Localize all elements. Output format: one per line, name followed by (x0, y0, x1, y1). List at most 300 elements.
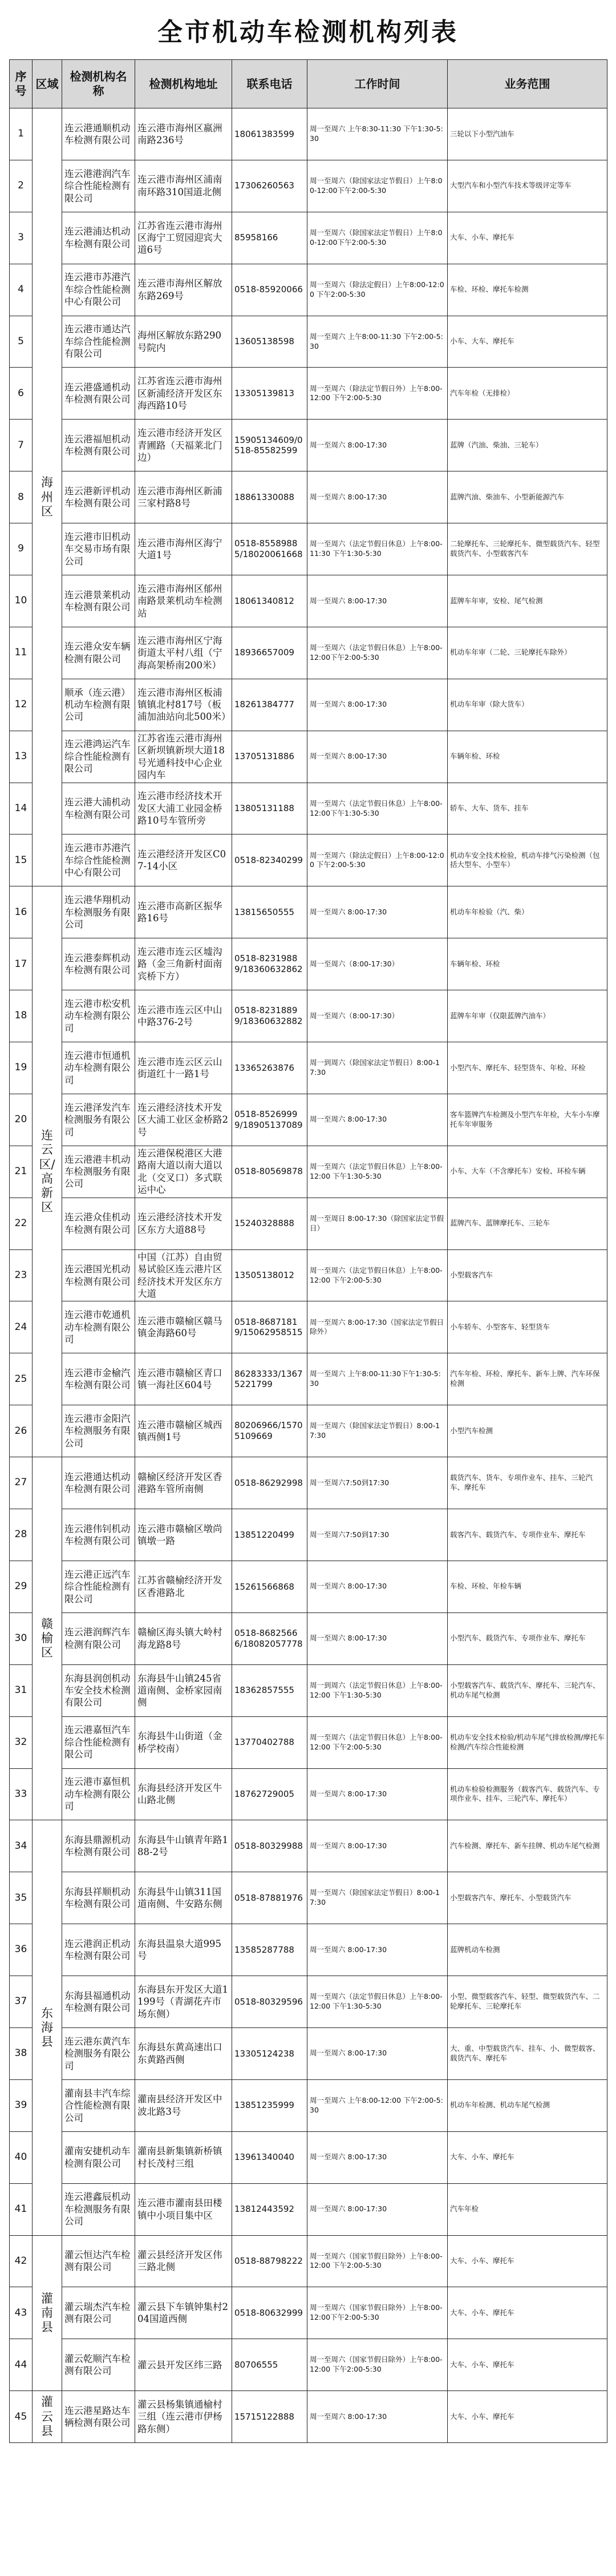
header-name: 检测机构名称 (62, 60, 135, 108)
agency-phone: 13851220499 (232, 1509, 307, 1561)
agency-name: 连云港大浦机动车检测有限公司 (62, 783, 135, 835)
table-row (10, 1042, 607, 1094)
agency-address: 东海县经济开发区牛山路北侧 (135, 1768, 232, 1820)
row-number: 25 (10, 1353, 33, 1405)
table-row (10, 316, 607, 368)
business-scope: 汽车年检（无排检） (448, 368, 607, 420)
working-hours: 周一至周六7:50到17:30 (307, 1509, 448, 1561)
row-number: 14 (10, 783, 33, 835)
table-row (10, 420, 607, 471)
agency-address: 东海县牛山镇青年路188-2号 (135, 1820, 232, 1872)
agency-phone: 13305139813 (232, 368, 307, 420)
agency-name: 连云港市恒通机动车检测有限公司 (62, 1042, 135, 1094)
agency-address: 中国（江苏）自由贸易试验区连云港片区经济技术开发区东方大道 (135, 1249, 232, 1301)
row-number: 12 (10, 679, 33, 731)
agency-phone: 86283333/13675221799 (232, 1353, 307, 1405)
row-number: 24 (10, 1301, 33, 1353)
business-scope: 小型汽车、摩托车、轻型货车、年检、环检 (448, 1042, 607, 1094)
working-hours: 周一至周六（8:00-17:30） (307, 990, 448, 1042)
agency-phone: 0518-80632999 (232, 2287, 307, 2339)
business-scope: 小型载客汽车 (448, 1249, 607, 1301)
table-row (10, 1612, 607, 1664)
agency-name: 连云港润正机动车检测有限公司 (62, 1924, 135, 1976)
table-row (10, 264, 607, 316)
agency-name: 连云港通顺机动车检测有限公司 (62, 108, 135, 160)
working-hours: 周一至周六（除国家法定节假日）上午8:00-12:00下午2:00-5:30 (307, 160, 448, 212)
agency-name: 连云港盛通机动车检测有限公司 (62, 368, 135, 420)
agency-phone: 0518-86292998 (232, 1457, 307, 1509)
agency-name: 连云港泽发汽车检测服务有限公司 (62, 1094, 135, 1146)
agency-address: 连云港市海州区郁州南路景莱机动车检测站 (135, 575, 232, 627)
row-number: 26 (10, 1405, 33, 1457)
working-hours: 周一至周六（除法定假日）上午8:00-12:00 下午2:00-5:30 (307, 264, 448, 316)
row-number: 9 (10, 523, 33, 575)
agency-phone: 13365263876 (232, 1042, 307, 1094)
business-scope: 客车篮牌汽车检测及小型汽车年检，大车小车摩托车年审服务 (448, 1094, 607, 1146)
row-number: 10 (10, 575, 33, 627)
row-number: 29 (10, 1561, 33, 1612)
row-number: 32 (10, 1716, 33, 1768)
row-number: 3 (10, 212, 33, 264)
row-number: 22 (10, 1198, 33, 1249)
agency-name: 东海县祥顺机动车检测有限公司 (62, 1872, 135, 1924)
agency-name: 连云港通达机动车检测有限公司 (62, 1457, 135, 1509)
agency-address: 连云港市经济技术开发区大浦工业园金桥路10号车管所旁 (135, 783, 232, 835)
agency-phone: 15715122888 (232, 2391, 307, 2443)
agency-name: 东海县鼎源机动车检测有限公司 (62, 1820, 135, 1872)
table-row (10, 1664, 607, 1716)
row-number: 19 (10, 1042, 33, 1094)
business-scope: 载货汽车、货车、专项作业车、挂车、三轮汽车、摩托车 (448, 1457, 607, 1509)
header-no: 序号 (10, 60, 33, 108)
table-row (10, 575, 607, 627)
business-scope: 车检、环检、摩托车检测 (448, 264, 607, 316)
business-scope: 小型、微型载客汽车、轻型、微型载货汽车、二轮摩托车、三轮摩托车 (448, 1976, 607, 2028)
agency-name: 东海县润创机动车安全技术检测有限公司 (62, 1664, 135, 1716)
agency-name: 连云港港润汽车综合性能检测有限公司 (62, 160, 135, 212)
agency-name: 连云港浦达机动车检测有限公司 (62, 212, 135, 264)
table-row (10, 1353, 607, 1405)
agency-address: 连云港市海州区嬴洲南路236号 (135, 108, 232, 160)
table-row (10, 1716, 607, 1768)
agency-phone: 0518-86825666/18082057778 (232, 1612, 307, 1664)
business-scope: 小车轿车、小型客车、轻型货车 (448, 1301, 607, 1353)
business-scope: 汽车年检 (448, 2183, 607, 2235)
agency-phone: 18061383599 (232, 108, 307, 160)
working-hours: 周一至周六 上午8:00-11:30下午1:30-5:30 (307, 1353, 448, 1405)
working-hours: 周一至周六 上午8:00-12:00 下午2:00-5:30 (307, 2079, 448, 2131)
business-scope: 轿车、大车、货车、挂车 (448, 783, 607, 835)
working-hours: 周一至周六 8:00-17:30 (307, 1924, 448, 1976)
table-row (10, 783, 607, 835)
business-scope: 蓝牌（汽油、柴油、三轮车） (448, 420, 607, 471)
table-row (10, 1509, 607, 1561)
agency-name: 灌云恒达汽车检测有限公司 (62, 2235, 135, 2287)
agency-address: 连云港保税港区大港路南大道以南大道以北（交叉口）多式联运中心 (135, 1146, 232, 1198)
agency-name: 连云港润辉汽车检测有限公司 (62, 1612, 135, 1664)
agency-name: 灌云瑞杰汽车检测有限公司 (62, 2287, 135, 2339)
row-number: 16 (10, 886, 33, 938)
table-row (10, 108, 607, 160)
area-cell: 海州区 (33, 108, 62, 886)
agency-phone: 80206966/15705109669 (232, 1405, 307, 1457)
agency-phone: 13505138012 (232, 1249, 307, 1301)
working-hours: 周一至周六 8:00-17:30 (307, 2027, 448, 2079)
table-row (10, 938, 607, 990)
agency-phone: 0518-85269999/18905137089 (232, 1094, 307, 1146)
agency-address: 连云港市海州区浦南南环路310国道北侧 (135, 160, 232, 212)
business-scope: 大型汽车和小型汽车技术等级评定等车 (448, 160, 607, 212)
row-number: 2 (10, 160, 33, 212)
agency-phone: 18936657009 (232, 627, 307, 679)
table-row (10, 2131, 607, 2183)
agency-phone: 13585287788 (232, 1924, 307, 1976)
agency-address: 连云港市赣榆区青口镇一海社区604号 (135, 1353, 232, 1405)
agency-phone: 13805131188 (232, 783, 307, 835)
agency-address: 东海县东黄高速出口东黄路西侧 (135, 2027, 232, 2079)
agency-address: 海州区解放东路290号院内 (135, 316, 232, 368)
header-area: 区域 (33, 60, 62, 108)
agency-phone: 18261384777 (232, 679, 307, 731)
agency-phone: 13851235999 (232, 2079, 307, 2131)
table-row (10, 1198, 607, 1249)
working-hours: 周一至周六 上午8:00-11:30 下午2:00-5:30 (307, 316, 448, 368)
agency-phone: 0518-87881976 (232, 1872, 307, 1924)
agency-address: 连云港市灌南县田楼镇中小项目集中区 (135, 2183, 232, 2235)
row-number: 13 (10, 731, 33, 783)
table-row (10, 2183, 607, 2235)
agency-name: 连云港市乾通机动车检测有限公司 (62, 1301, 135, 1353)
table-row (10, 1249, 607, 1301)
row-number: 41 (10, 2183, 33, 2235)
working-hours: 周一至周六 8:00-17:30 (307, 420, 448, 471)
agency-phone: 0518-80329596 (232, 1976, 307, 2028)
business-scope: 大车、小车、摩托车 (448, 2339, 607, 2391)
agency-phone: 0518-80569878 (232, 1146, 307, 1198)
agency-phone: 15261566868 (232, 1561, 307, 1612)
agency-phone: 13605138598 (232, 316, 307, 368)
table-row (10, 1561, 607, 1612)
agency-address: 江苏省连云港市海州区海宁工贸园迎宾大道6号 (135, 212, 232, 264)
table-row (10, 1094, 607, 1146)
agency-phone: 0518-80329988 (232, 1820, 307, 1872)
working-hours: 周一至周六 8:00-17:30 (307, 575, 448, 627)
agency-address: 连云港市海州区板浦镇镇北村817号（板浦加油站向北500米） (135, 679, 232, 731)
inspection-table (9, 59, 607, 2443)
working-hours: 周一至周六 8:00-17:30 (307, 1561, 448, 1612)
table-row (10, 212, 607, 264)
agency-name: 连云港泰辉机动车检测有限公司 (62, 938, 135, 990)
business-scope: 车辆年检、环检 (448, 938, 607, 990)
agency-phone: 80706555 (232, 2339, 307, 2391)
working-hours: 周一至周六（法定节假日休息）上午8:00-12:00 下午2:00-5:30 (307, 1716, 448, 1768)
working-hours: 周一至周六（法定节假日休息）上午8:00-11:30 下午1:30-5:30 (307, 523, 448, 575)
working-hours: 周一至周六 8:00-17:30 (307, 1768, 448, 1820)
agency-name: 连云港市金阳汽车检测服务有限公司 (62, 1405, 135, 1457)
business-scope: 二轮摩托车、三轮摩托车、微型载货汽车、轻型载货汽车、小型载客汽车 (448, 523, 607, 575)
working-hours: 周一至周六（除法定假日）上午8:00-12:00 下午2:00-5:30 (307, 835, 448, 886)
working-hours: 周一至周六 上午8:30-11:30 下午1:30-5:30 (307, 108, 448, 160)
agency-name: 连云港鑫辰机动车检测服务有限公司 (62, 2183, 135, 2235)
agency-phone: 18762729005 (232, 1768, 307, 1820)
table-row (10, 1924, 607, 1976)
agency-address: 灌云县经济开发区伟三路北侧 (135, 2235, 232, 2287)
business-scope: 蓝牌汽油、柴油车、小型新能源汽车 (448, 471, 607, 523)
agency-address: 江苏省赣榆经济开发区香港路北 (135, 1561, 232, 1612)
row-number: 6 (10, 368, 33, 420)
business-scope: 蓝牌车年审，安检、尾气检测 (448, 575, 607, 627)
row-number: 27 (10, 1457, 33, 1509)
table-row (10, 1457, 607, 1509)
agency-name: 连云港景莱机动车检测有限公司 (62, 575, 135, 627)
table-row (10, 627, 607, 679)
working-hours: 周一至周六（法定节假日休息）上午8:00-12:00下午2:00-5:30 (307, 627, 448, 679)
agency-address: 连云港市连云区墟沟路（金三角新村面南宾桥下方） (135, 938, 232, 990)
area-cell: 东海县 (33, 1820, 62, 2235)
agency-name: 连云港福旭机动车检测有限公司 (62, 420, 135, 471)
table-row (10, 1146, 607, 1198)
agency-phone: 18362857555 (232, 1664, 307, 1716)
row-number: 4 (10, 264, 33, 316)
agency-name: 连云港港丰机动车检测服务有限公司 (62, 1146, 135, 1198)
row-number: 11 (10, 627, 33, 679)
business-scope: 机动车年检测、机动车尾气检测 (448, 2079, 607, 2131)
working-hours: 周一至周六 8:00-17:30 (307, 2131, 448, 2183)
working-hours: 周一至周六 8:00-17:30 (307, 679, 448, 731)
working-hours: 周一至周六（除国家法定节假日）上午8:00-12:00下午2:00-5:30 (307, 212, 448, 264)
agency-name: 连云港市金榆汽车检测有限公司 (62, 1353, 135, 1405)
agency-address: 连云港经济技术开发区东方大道88号 (135, 1198, 232, 1249)
header-scope: 业务范围 (448, 60, 607, 108)
agency-name: 连云港众安车辆检测有限公司 (62, 627, 135, 679)
agency-name: 顺承（连云港）机动车检测有限公司 (62, 679, 135, 731)
agency-phone: 15240328888 (232, 1198, 307, 1249)
business-scope: 大车、小车、摩托车 (448, 2391, 607, 2443)
agency-name: 灌云乾顺汽车检测有限公司 (62, 2339, 135, 2391)
agency-address: 连云港市高新区振华路16号 (135, 886, 232, 938)
agency-address: 连云港市赣榆区城西镇西侧1号 (135, 1405, 232, 1457)
business-scope: 机动车安全技术检验/机动车尾气排放检测/摩托车检测/汽车综合性能检测 (448, 1716, 607, 1768)
area-cell: 灌南县 (33, 2235, 62, 2391)
working-hours: 周一至周六（8:00-17:30） (307, 938, 448, 990)
table-body (10, 108, 607, 2443)
agency-address: 灌云县杨集镇通榆村三组（连云港市伊杨路东侧） (135, 2391, 232, 2443)
agency-address: 连云港市连云区云山街道红十一路1号 (135, 1042, 232, 1094)
row-number: 5 (10, 316, 33, 368)
working-hours: 周一至周六7:50到17:30 (307, 1457, 448, 1509)
agency-address: 灌南县新集镇新桥镇村长茂村三组 (135, 2131, 232, 2183)
business-scope: 车检、环检、年检车辆 (448, 1561, 607, 1612)
working-hours: 周一至周六（除国家法定节假日）8:00-17:30 (307, 1872, 448, 1924)
agency-phone: 13305124238 (232, 2027, 307, 2079)
agency-phone: 18061340812 (232, 575, 307, 627)
agency-phone: 13812443592 (232, 2183, 307, 2235)
agency-address: 赣榆区经济开发区香港路车管所南侧 (135, 1457, 232, 1509)
table-row (10, 2235, 607, 2287)
agency-address: 东海县牛山镇245省道南侧、金桥家园南侧 (135, 1664, 232, 1716)
agency-name: 连云港众佳机动车检测有限公司 (62, 1198, 135, 1249)
area-cell: 灌云县 (33, 2391, 62, 2443)
agency-name: 灌南县丰汽车综合性能检测有限公司 (62, 2079, 135, 2131)
business-scope: 机动车年审（二轮、三轮摩托车除外） (448, 627, 607, 679)
agency-address: 东海县牛山街道（金桥学校南） (135, 1716, 232, 1768)
row-number: 45 (10, 2391, 33, 2443)
working-hours: 周一至周六（国家节假日除外）上午8:00-12:00下午2:00-5:30 (307, 2287, 448, 2339)
table-row (10, 1976, 607, 2028)
table-row (10, 1872, 607, 1924)
agency-phone: 0518-85589885/18020061668 (232, 523, 307, 575)
agency-address: 东海县温泉大道995号 (135, 1924, 232, 1976)
agency-address: 赣榆区海头镇大岭村海龙路8号 (135, 1612, 232, 1664)
agency-address: 连云港市赣榆区赣马镇金海路60号 (135, 1301, 232, 1353)
agency-name: 连云港正远汽车综合性能检测有限公司 (62, 1561, 135, 1612)
agency-address: 连云港经济开发区C07-14小区 (135, 835, 232, 886)
agency-name: 东海县福通机动车检测有限公司 (62, 1976, 135, 2028)
table-row (10, 160, 607, 212)
business-scope: 大、重、中型载货汽车、挂车、小、微型载客、载货汽车、摩托车 (448, 2027, 607, 2079)
row-number: 8 (10, 471, 33, 523)
working-hours: 周一至周六 8:00-17:30 (307, 1094, 448, 1146)
agency-address: 连云港市海州区宁海街道太平村八组（宁海高架桥南200米） (135, 627, 232, 679)
agency-address: 连云港市连云区中山中路376-2号 (135, 990, 232, 1042)
area-cell: 连云区/高新区 (33, 886, 62, 1457)
business-scope: 小型载客汽车、载货汽车、摩托车、三轮汽车、机动车尾气检测 (448, 1664, 607, 1716)
working-hours: 周一至周六（法定节假日休息）上午8:00-12:00下午1:30-5:30 (307, 783, 448, 835)
working-hours: 周一至周日 8:00-17:30（除国家法定节假日） (307, 1198, 448, 1249)
agency-name: 连云港市苏港汽车综合性能检测中心有限公司 (62, 835, 135, 886)
agency-name: 连云港新评机动车检测有限公司 (62, 471, 135, 523)
table-row (10, 368, 607, 420)
working-hours: 周一至周六（法定节假日休息）上午8:00-12:00 下午1:30-5:30 (307, 1976, 448, 2028)
row-number: 20 (10, 1094, 33, 1146)
row-number: 36 (10, 1924, 33, 1976)
agency-name: 连云港星路达车辆检测有限公司 (62, 2391, 135, 2443)
table-row (10, 1820, 607, 1872)
business-scope: 机动车安全技术检验，机动车排气污染检测（包括大型车、小型车） (448, 835, 607, 886)
agency-name: 连云港市嘉恒机动车检测有限公司 (62, 1768, 135, 1820)
working-hours: 周一至周六（除国家法定节假日）8:00-17:30 (307, 1405, 448, 1457)
table-row (10, 1301, 607, 1353)
business-scope: 汽车年检、环检、摩托车、新车上牌、汽车环保检测 (448, 1353, 607, 1405)
working-hours: 周一至周六 8:00-17:30（国家法定节假日除外） (307, 1301, 448, 1353)
row-number: 43 (10, 2287, 33, 2339)
business-scope: 蓝牌机动车检测 (448, 1924, 607, 1976)
area-cell: 赣榆区 (33, 1457, 62, 1820)
header-hours: 工作时间 (307, 60, 448, 108)
agency-phone: 0518-82318899/18360632882 (232, 990, 307, 1042)
row-number: 30 (10, 1612, 33, 1664)
agency-address: 连云港市海州区新浦三家村路8号 (135, 471, 232, 523)
table-row (10, 886, 607, 938)
agency-address: 连云港市赣榆区墩尚镇墩一路 (135, 1509, 232, 1561)
working-hours: 周一至周六 8:00-17:30 (307, 1820, 448, 1872)
table-row (10, 2339, 607, 2391)
row-number: 31 (10, 1664, 33, 1716)
row-number: 7 (10, 420, 33, 471)
agency-phone: 0518-82340299 (232, 835, 307, 886)
table-row (10, 523, 607, 575)
agency-address: 东海县东开发区大道1199号（青湖花卉市场东侧） (135, 1976, 232, 2028)
agency-name: 连云港市苏港汽车综合性能检测中心有限公司 (62, 264, 135, 316)
business-scope: 机动车检验检测服务（载客汽车、载货汽车、专项作业车、挂车、三轮汽车、摩托车） (448, 1768, 607, 1820)
row-number: 35 (10, 1872, 33, 1924)
table-row (10, 2027, 607, 2079)
table-row (10, 679, 607, 731)
agency-name: 连云港国光机动车检测有限公司 (62, 1249, 135, 1301)
agency-name: 连云港东黄汽车检测服务有限公司 (62, 2027, 135, 2079)
business-scope: 小型载客汽车、摩托车、小型载货汽车 (448, 1872, 607, 1924)
business-scope: 蓝牌车年审（仅限蓝牌汽油车） (448, 990, 607, 1042)
row-number: 15 (10, 835, 33, 886)
agency-address: 灌南县经济开发区中波北路3号 (135, 2079, 232, 2131)
table-row (10, 835, 607, 886)
table-row (10, 990, 607, 1042)
agency-name: 连云港伟钊机动车检测有限公司 (62, 1509, 135, 1561)
working-hours: 周一至周六（国家节假日除外）上午8:00-12:00 下午2:00-5:30 (307, 2235, 448, 2287)
agency-phone: 0518-88798222 (232, 2235, 307, 2287)
business-scope: 小车、大车（不含摩托车）安检、环检车辆 (448, 1146, 607, 1198)
agency-name: 连云港嘉恒汽车综合性能检测有限公司 (62, 1716, 135, 1768)
working-hours: 周一至周六 8:00-17:30 (307, 731, 448, 783)
working-hours: 周一至周六（国家节假日除外）上午8:00-12:00 下午2:00-5:30 (307, 2339, 448, 2391)
row-number: 17 (10, 938, 33, 990)
working-hours: 周一至周六 8:00-17:30 (307, 1612, 448, 1664)
row-number: 34 (10, 1820, 33, 1872)
business-scope: 大车、小车、摩托车 (448, 2287, 607, 2339)
business-scope: 车辆年检、环检 (448, 731, 607, 783)
business-scope: 大车、小车、摩托车 (448, 2235, 607, 2287)
agency-address: 连云港市海州区解放东路269号 (135, 264, 232, 316)
business-scope: 小车、大车、摩托车 (448, 316, 607, 368)
agency-phone: 85958166 (232, 212, 307, 264)
working-hours: 周一到周六（法定节假日休息）上午8:00-12:00 下午1:30-5:30 (307, 1664, 448, 1716)
agency-name: 连云港鸿运汽车综合性能检测有限公司 (62, 731, 135, 783)
agency-address: 灌云县下车镇钟集村204国道西侧 (135, 2287, 232, 2339)
agency-phone: 0518-85920066 (232, 264, 307, 316)
row-number: 21 (10, 1146, 33, 1198)
table-row (10, 731, 607, 783)
working-hours: 周一至周六 8:00-17:30 (307, 886, 448, 938)
business-scope: 三轮以下小型汽油车 (448, 108, 607, 160)
row-number: 37 (10, 1976, 33, 2028)
agency-address: 东海县牛山镇311国道南侧、牛安路东侧 (135, 1872, 232, 1924)
row-number: 42 (10, 2235, 33, 2287)
business-scope: 机动车年审（除大货车） (448, 679, 607, 731)
business-scope: 机动车年检验（汽、柴） (448, 886, 607, 938)
table-row (10, 2391, 607, 2443)
business-scope: 汽车检测、摩托车、新车挂牌、机动车尾气检测 (448, 1820, 607, 1872)
agency-address: 江苏省连云港市海州区新坝镇新坝大道18号光通科技中心企业园内车 (135, 731, 232, 783)
row-number: 1 (10, 108, 33, 160)
working-hours: 周一至周六 8:00-17:30 (307, 2183, 448, 2235)
header-address: 检测机构地址 (135, 60, 232, 108)
working-hours: 周一至周六（法定节假日休息）上午8:00-12:00 下午1:30-5:30 (307, 1146, 448, 1198)
row-number: 28 (10, 1509, 33, 1561)
row-number: 40 (10, 2131, 33, 2183)
agency-phone: 0518-82319889/18360632862 (232, 938, 307, 990)
table-row (10, 1768, 607, 1820)
table-row (10, 2287, 607, 2339)
business-scope: 大车、小车、摩托车 (448, 212, 607, 264)
agency-address: 灌云县开发区纬三路 (135, 2339, 232, 2391)
row-number: 23 (10, 1249, 33, 1301)
row-number: 33 (10, 1768, 33, 1820)
header-phone: 联系电话 (232, 60, 307, 108)
working-hours: 周一到周六（除国家法定节假日）8:00-17:30 (307, 1042, 448, 1094)
row-number: 38 (10, 2027, 33, 2079)
agency-phone: 13770402788 (232, 1716, 307, 1768)
agency-name: 连云港市通达汽车综合性能检测有限公司 (62, 316, 135, 368)
